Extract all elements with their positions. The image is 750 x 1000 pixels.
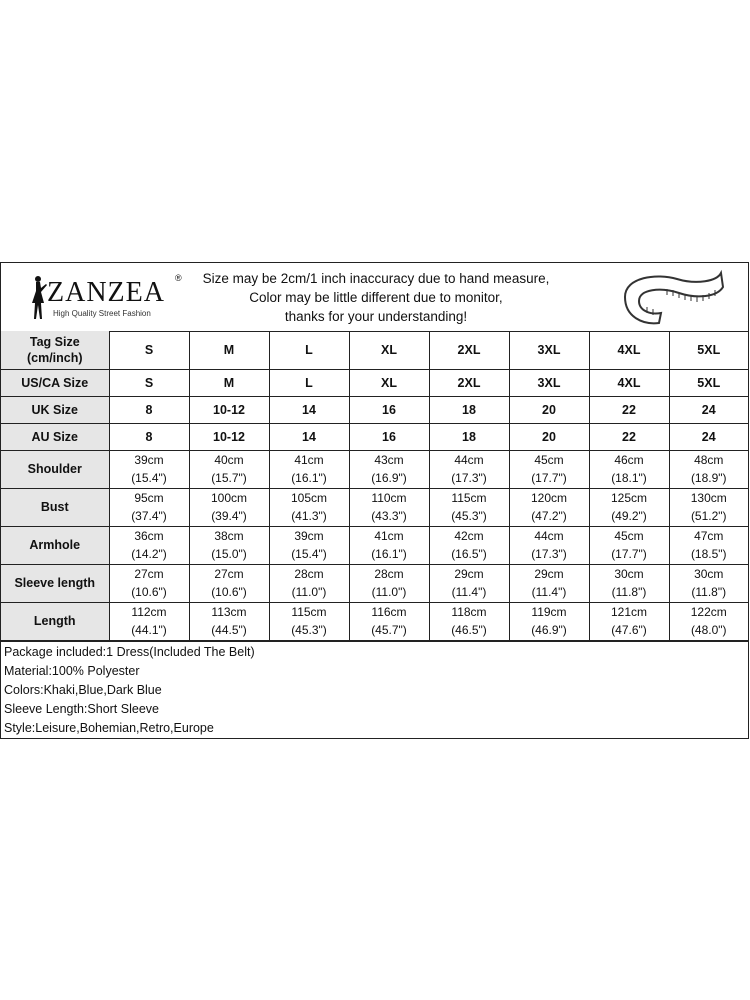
chart-header	[1, 263, 748, 332]
measure-cell	[109, 602, 189, 640]
measure-cell	[269, 526, 349, 564]
table-row	[1, 526, 748, 564]
measure-cell	[429, 450, 509, 488]
info-colors: Colors:Khaki,Blue,Dark Blue	[4, 683, 162, 697]
measure-cell	[669, 450, 748, 488]
measure-inch: (41.3")	[291, 509, 327, 523]
measure-inch: (51.2")	[690, 509, 727, 523]
measure-cm: 27cm	[214, 567, 244, 581]
measure-inch: (18.9")	[690, 471, 727, 485]
measure-cell	[429, 488, 509, 526]
table-row	[1, 450, 748, 488]
measure-cm: 42cm	[454, 529, 484, 543]
measure-cm: 45cm	[534, 453, 564, 467]
size-table	[1, 331, 748, 641]
notice-line: Size may be 2cm/1 inch inaccuracy due to hand measure,	[202, 271, 550, 286]
row-label	[1, 331, 109, 369]
measure-cell	[189, 488, 269, 526]
measure-cm: 43cm	[374, 453, 404, 467]
measure-cell	[189, 564, 269, 602]
measure-inch: (17.3")	[451, 471, 487, 485]
measure-cm: 40cm	[214, 453, 244, 467]
measure-inch: (48.0")	[690, 623, 727, 637]
size-cell: XL	[349, 331, 429, 369]
measure-inch: (11.0")	[291, 585, 327, 599]
measure-cm: 28cm	[294, 567, 324, 581]
size-cell: 8	[109, 396, 189, 423]
measure-cm: 39cm	[294, 529, 324, 543]
measure-cm: 29cm	[534, 567, 564, 581]
measure-cm: 121cm	[610, 605, 648, 619]
size-cell: 5XL	[669, 331, 748, 369]
measure-cell	[189, 526, 269, 564]
measure-cm: 41cm	[374, 529, 404, 543]
measure-inch: (17.7")	[611, 547, 647, 561]
size-cell: 22	[589, 396, 669, 423]
measure-inch: (44.1")	[131, 623, 167, 637]
measure-inch: (17.3")	[531, 547, 567, 561]
size-cell: 18	[429, 423, 509, 450]
measure-cm: 95cm	[134, 491, 164, 505]
measure-cell	[509, 488, 589, 526]
measure-inch: (18.1")	[611, 471, 647, 485]
measure-inch: (10.6")	[211, 585, 247, 599]
measure-cm: 36cm	[134, 529, 164, 543]
measure-inch: (10.6")	[131, 585, 167, 599]
measure-cm: 38cm	[214, 529, 244, 543]
measure-inch: (16.9")	[371, 471, 407, 485]
measure-inch: (47.2")	[531, 509, 567, 523]
measure-inch: (45.3")	[291, 623, 327, 637]
measure-cm: 115cm	[451, 491, 487, 505]
notice-line: thanks for your understanding!	[284, 309, 468, 324]
measure-cell	[189, 602, 269, 640]
measure-cm: 30cm	[694, 567, 724, 581]
measure-cm: 41cm	[294, 453, 324, 467]
measure-cell	[269, 450, 349, 488]
measure-inch: (16.5")	[451, 547, 487, 561]
measure-cm: 45cm	[614, 529, 644, 543]
measure-inch: (11.0")	[371, 585, 407, 599]
measure-inch: (14.2")	[131, 547, 167, 561]
table-row	[1, 331, 748, 369]
measure-cm: 29cm	[454, 567, 484, 581]
info-style: Style:Leisure,Bohemian,Retro,Europe	[4, 721, 214, 735]
row-label: Sleeve length	[1, 564, 109, 602]
size-cell: 16	[349, 396, 429, 423]
row-label-line: Tag Size	[29, 334, 80, 349]
measure-inch: (37.4")	[131, 509, 167, 523]
size-cell: 20	[509, 396, 589, 423]
measure-cm: 30cm	[614, 567, 644, 581]
measure-cell	[109, 564, 189, 602]
measure-cm: 110cm	[371, 491, 407, 505]
measure-inch: (46.9")	[531, 623, 567, 637]
size-cell: 20	[509, 423, 589, 450]
size-chart	[0, 262, 749, 739]
measure-inch: (43.3")	[371, 509, 407, 523]
info-package: Package included:1 Dress(Included The Belt)	[4, 645, 255, 659]
measure-cell	[589, 602, 669, 640]
measure-inch: (11.4")	[451, 585, 487, 599]
measure-inch: (45.7")	[371, 623, 407, 637]
size-cell: 14	[269, 423, 349, 450]
measure-cm: 27cm	[134, 567, 164, 581]
measure-inch: (17.7")	[531, 471, 567, 485]
measure-cell	[429, 602, 509, 640]
product-info	[1, 641, 748, 738]
table-row	[1, 564, 748, 602]
measure-inch: (16.1")	[291, 471, 327, 485]
row-label: UK Size	[1, 396, 109, 423]
measure-cm: 48cm	[694, 453, 724, 467]
measure-cell	[349, 488, 429, 526]
measure-inch: (18.5")	[690, 547, 727, 561]
notice-line: Color may be little different due to monitor,	[249, 290, 503, 305]
info-sleeve-length: Sleeve Length:Short Sleeve	[4, 702, 159, 716]
measure-inch: (15.7")	[211, 471, 247, 485]
measure-cm: 115cm	[291, 605, 327, 619]
size-cell: 8	[109, 423, 189, 450]
measure-cell	[589, 488, 669, 526]
brand-tagline: High Quality Street Fashion	[53, 309, 151, 318]
size-cell: 18	[429, 396, 509, 423]
measure-cell	[349, 602, 429, 640]
measure-cell	[669, 602, 748, 640]
size-cell: 14	[269, 396, 349, 423]
measure-cm: 100cm	[210, 491, 248, 505]
size-cell: 3XL	[509, 331, 589, 369]
measure-cm: 47cm	[694, 529, 724, 543]
measure-inch: (15.0")	[211, 547, 247, 561]
measure-cm: 113cm	[211, 605, 247, 619]
row-label: Armhole	[1, 526, 109, 564]
measure-cm: 125cm	[610, 491, 648, 505]
row-label: Length	[1, 602, 109, 640]
measure-cell	[509, 450, 589, 488]
measure-cm: 122cm	[690, 605, 727, 619]
measure-inch: (11.8")	[691, 585, 727, 599]
size-cell: L	[269, 331, 349, 369]
measure-cell	[109, 488, 189, 526]
size-cell: 22	[589, 423, 669, 450]
measure-cell	[189, 450, 269, 488]
measure-cm: 46cm	[614, 453, 644, 467]
measure-cell	[589, 450, 669, 488]
measure-inch: (44.5")	[211, 623, 247, 637]
measure-cell	[669, 526, 748, 564]
measure-cm: 116cm	[371, 605, 407, 619]
measure-cell	[269, 488, 349, 526]
measure-cell	[349, 526, 429, 564]
size-cell: 24	[669, 423, 748, 450]
measure-cell	[269, 564, 349, 602]
measure-cell	[589, 526, 669, 564]
measure-inch: (15.4")	[131, 471, 167, 485]
measure-cell	[109, 526, 189, 564]
measure-cell	[669, 488, 748, 526]
woman-silhouette-icon	[27, 275, 49, 321]
table-row	[1, 423, 748, 450]
measure-inch: (49.2")	[611, 509, 647, 523]
measure-cm: 105cm	[290, 491, 328, 505]
measure-cm: 112cm	[131, 605, 167, 619]
measure-cm: 120cm	[530, 491, 568, 505]
size-cell: 10-12	[189, 396, 269, 423]
measure-cell	[349, 564, 429, 602]
size-cell: XL	[349, 369, 429, 396]
table-row	[1, 602, 748, 640]
size-cell: 4XL	[589, 331, 669, 369]
measure-cm: 119cm	[531, 605, 567, 619]
table-row	[1, 396, 748, 423]
size-cell: 2XL	[429, 369, 509, 396]
row-label: Bust	[1, 488, 109, 526]
measuring-tape-icon	[617, 267, 727, 327]
measure-inch: (11.4")	[531, 585, 567, 599]
info-material: Material:100% Polyester	[4, 664, 140, 678]
brand-name: ZANZEA	[47, 277, 165, 308]
measure-inch: (15.4")	[291, 547, 327, 561]
measure-inch: (46.5")	[451, 623, 487, 637]
size-cell: S	[109, 369, 189, 396]
row-label: AU Size	[1, 423, 109, 450]
row-label: US/CA Size	[1, 369, 109, 396]
measure-cell	[669, 564, 748, 602]
row-label: Shoulder	[1, 450, 109, 488]
measure-cell	[509, 526, 589, 564]
measure-cm: 44cm	[454, 453, 484, 467]
size-cell: 10-12	[189, 423, 269, 450]
measure-cell	[509, 564, 589, 602]
measure-inch: (11.8")	[611, 585, 647, 599]
measure-cm: 118cm	[451, 605, 487, 619]
measure-cell	[509, 602, 589, 640]
measure-cm: 130cm	[690, 491, 727, 505]
size-cell: 2XL	[429, 331, 509, 369]
registered-mark: ®	[175, 273, 182, 283]
measure-inch: (16.1")	[371, 547, 407, 561]
measure-cm: 39cm	[134, 453, 164, 467]
measure-cell	[429, 564, 509, 602]
measurement-notice	[191, 269, 561, 326]
size-cell: 4XL	[589, 369, 669, 396]
table-row	[1, 488, 748, 526]
measure-inch: (45.3")	[451, 509, 487, 523]
size-cell: 3XL	[509, 369, 589, 396]
measure-cell	[589, 564, 669, 602]
brand-logo	[27, 271, 182, 323]
measure-cell	[109, 450, 189, 488]
size-cell: L	[269, 369, 349, 396]
measure-cell	[349, 450, 429, 488]
size-cell: M	[189, 331, 269, 369]
size-cell: 5XL	[669, 369, 748, 396]
row-label-line: (cm/inch)	[26, 350, 83, 365]
size-cell: M	[189, 369, 269, 396]
measure-cm: 28cm	[374, 567, 404, 581]
size-cell: S	[109, 331, 189, 369]
size-cell: 24	[669, 396, 748, 423]
measure-cell	[429, 526, 509, 564]
measure-cell	[269, 602, 349, 640]
table-row	[1, 369, 748, 396]
size-cell: 16	[349, 423, 429, 450]
measure-inch: (47.6")	[611, 623, 647, 637]
measure-inch: (39.4")	[211, 509, 247, 523]
measure-cm: 44cm	[534, 529, 564, 543]
